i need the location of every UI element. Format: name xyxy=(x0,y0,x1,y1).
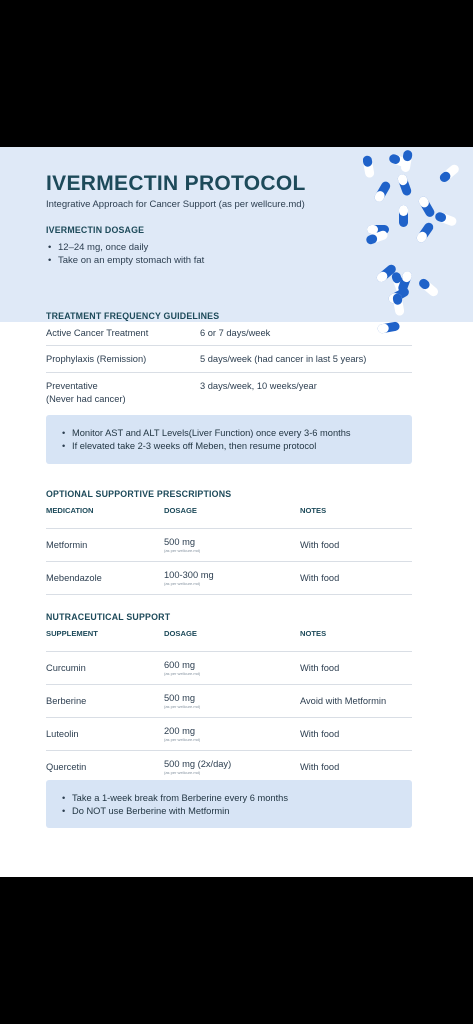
frequency-table xyxy=(46,321,412,411)
dosage-value: 500 mg (2x/day) xyxy=(164,758,232,769)
dosage-value: 500 mg xyxy=(164,536,196,547)
column-header: DOSAGE xyxy=(164,506,197,515)
dosage-cell xyxy=(164,537,300,554)
table-row xyxy=(46,529,412,562)
dosage-cell xyxy=(164,759,300,776)
list-item: • Monitor AST and ALT Levels(Liver Function) once every 3-6 months xyxy=(62,427,400,440)
dosage-source-note: (as per wellcure.md) xyxy=(164,736,201,742)
dosage-cell xyxy=(164,726,300,743)
monitor-info-box xyxy=(46,415,412,464)
dosage-source-note: (as per wellcure.md) xyxy=(164,547,201,553)
column-header: NOTES xyxy=(300,629,327,638)
monitor-list xyxy=(62,427,400,453)
list-item: • Take on an empty stomach with fat xyxy=(48,254,204,267)
berberine-warning-box xyxy=(46,780,412,828)
dosage-cell xyxy=(164,660,300,677)
table-row xyxy=(46,652,412,685)
dosage-value: 500 mg xyxy=(164,692,196,703)
warning-list xyxy=(62,792,400,818)
prescriptions-heading: OPTIONAL SUPPORTIVE PRESCRIPTIONS xyxy=(46,489,232,499)
notes-cell: Avoid with Metformin xyxy=(300,696,387,706)
frequency-label: Preventative (Never had cancer) xyxy=(46,381,126,404)
dosage-source-note: (as per wellcure.md) xyxy=(164,769,201,775)
notes-cell: With food xyxy=(300,573,340,583)
supplement-name: Curcumin xyxy=(46,663,86,673)
dosage-source-note: (as per wellcure.md) xyxy=(164,670,201,676)
page-title: IVERMECTIN PROTOCOL xyxy=(46,172,306,195)
nutraceutical-table xyxy=(46,629,412,783)
prescriptions-table xyxy=(46,506,412,595)
dosage-list xyxy=(48,241,204,267)
notes-cell: With food xyxy=(300,540,340,550)
list-item: • Take a 1-week break from Berberine every 6 months xyxy=(62,792,400,805)
protocol-sheet xyxy=(0,147,473,877)
dosage-cell xyxy=(164,570,300,587)
table-header xyxy=(46,629,412,652)
table-header xyxy=(46,506,412,529)
frequency-value: 5 days/week (had cancer in last 5 years) xyxy=(200,354,367,364)
dosage-value: 600 mg xyxy=(164,659,196,670)
capsules-decoration xyxy=(363,147,473,347)
supplement-name: Quercetin xyxy=(46,762,87,772)
nutraceutical-heading: NUTRACEUTICAL SUPPORT xyxy=(46,612,171,622)
notes-cell: With food xyxy=(300,729,340,739)
dosage-cell xyxy=(164,693,300,710)
column-header: NOTES xyxy=(300,506,327,515)
frequency-label: Prophylaxis (Remission) xyxy=(46,354,147,364)
notes-cell: With food xyxy=(300,663,340,673)
frequency-heading: TREATMENT FREQUENCY GUIDELINES xyxy=(46,311,220,321)
page-subtitle: Integrative Approach for Cancer Support (as per wellcure.md) xyxy=(46,199,305,210)
table-row xyxy=(46,321,412,346)
column-header: DOSAGE xyxy=(164,629,197,638)
list-item: • Do NOT use Berberine with Metformin xyxy=(62,805,400,818)
list-item: • 12–24 mg, once daily xyxy=(48,241,204,254)
capsule-icon xyxy=(363,149,461,333)
dosage-heading: IVERMECTIN DOSAGE xyxy=(46,225,145,235)
column-header: MEDICATION xyxy=(46,506,94,515)
notes-cell: With food xyxy=(300,762,340,772)
table-row xyxy=(46,751,412,783)
table-row xyxy=(46,685,412,718)
supplement-name: Berberine xyxy=(46,696,87,706)
dosage-value: 200 mg xyxy=(164,725,196,736)
dosage-source-note: (as per wellcure.md) xyxy=(164,580,201,586)
dosage-value: 100-300 mg xyxy=(164,569,214,580)
list-item: • If elevated take 2-3 weeks off Meben, then resume protocol xyxy=(62,440,400,453)
table-row xyxy=(46,373,412,411)
table-row xyxy=(46,346,412,373)
frequency-value: 3 days/week, 10 weeks/year xyxy=(200,381,317,391)
table-row xyxy=(46,562,412,595)
supplement-name: Luteolin xyxy=(46,729,79,739)
medication-name: Metformin xyxy=(46,540,88,550)
frequency-value: 6 or 7 days/week xyxy=(200,328,271,338)
dosage-source-note: (as per wellcure.md) xyxy=(164,703,201,709)
column-header: SUPPLEMENT xyxy=(46,629,98,638)
table-row xyxy=(46,718,412,751)
medication-name: Mebendazole xyxy=(46,573,102,583)
frequency-label: Active Cancer Treatment xyxy=(46,328,149,338)
